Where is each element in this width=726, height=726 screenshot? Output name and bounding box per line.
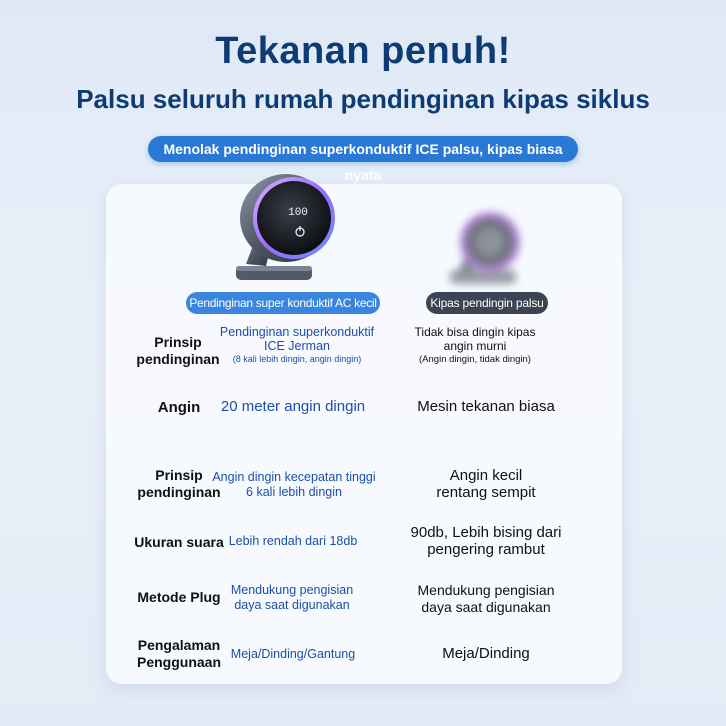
headline-pill: Menolak pendinginan superkonduktif ICE palsu, kipas biasa nyata bbox=[148, 136, 578, 162]
comparison-row bbox=[106, 466, 622, 504]
row-value-real: Meja/Dinding/Gantung bbox=[230, 647, 356, 661]
row-value-fake: Mesin tekanan biasa bbox=[417, 398, 555, 415]
page-title: Tekanan penuh! bbox=[215, 30, 511, 72]
row-note-real: (8 kali lebih dingin, angin dingin) bbox=[232, 354, 362, 364]
row-label: Ukuran suara bbox=[134, 534, 224, 550]
product-label-real: Pendinginan super konduktif AC kecil bbox=[186, 292, 380, 314]
comparison-row bbox=[106, 324, 622, 370]
comparison-row bbox=[106, 582, 622, 618]
row-label: Pengalaman Penggunaan bbox=[136, 637, 221, 670]
fan-display-value: 100 bbox=[288, 207, 308, 219]
product-label-fake: Kipas pendingin palsu bbox=[426, 292, 548, 314]
page-subtitle: Palsu seluruh rumah pendinginan kipas siklus bbox=[76, 84, 650, 114]
row-value-real: Mendukung pengisian daya saat digunakan bbox=[230, 583, 354, 612]
row-label: Prinsip pendinginan bbox=[137, 467, 221, 500]
row-value-fake-text: Tidak bisa dingin kipas angin murni bbox=[414, 325, 536, 353]
row-value-fake: Mendukung pengisian daya saat digunakan bbox=[417, 582, 555, 615]
row-value-fake: Angin kecil rentang sempit bbox=[436, 467, 536, 501]
fan-product-image bbox=[228, 170, 340, 288]
row-value-real bbox=[210, 325, 384, 365]
row-value-real: Angin dingin kecepatan tinggi 6 kali lebih dingin bbox=[212, 470, 376, 499]
fake-fan-image bbox=[444, 208, 526, 290]
row-value-fake: Meja/Dinding bbox=[442, 645, 530, 662]
row-label: Metode Plug bbox=[137, 589, 221, 605]
comparison-row bbox=[106, 637, 622, 673]
row-value-real: Lebih rendah dari 18db bbox=[228, 534, 358, 548]
comparison-row bbox=[106, 396, 622, 422]
row-value-fake bbox=[410, 325, 540, 366]
row-value-fake: 90db, Lebih bising dari pengering rambut bbox=[410, 524, 562, 558]
comparison-row bbox=[106, 524, 622, 560]
row-label: Prinsip pendinginan bbox=[136, 334, 220, 367]
row-label: Angin bbox=[157, 399, 201, 416]
row-value-real: 20 meter angin dingin bbox=[220, 398, 366, 415]
row-value-real-text: Pendinginan superkonduktif ICE Jerman bbox=[219, 325, 375, 353]
row-note-fake: (Angin dingin, tidak dingin) bbox=[419, 354, 531, 365]
